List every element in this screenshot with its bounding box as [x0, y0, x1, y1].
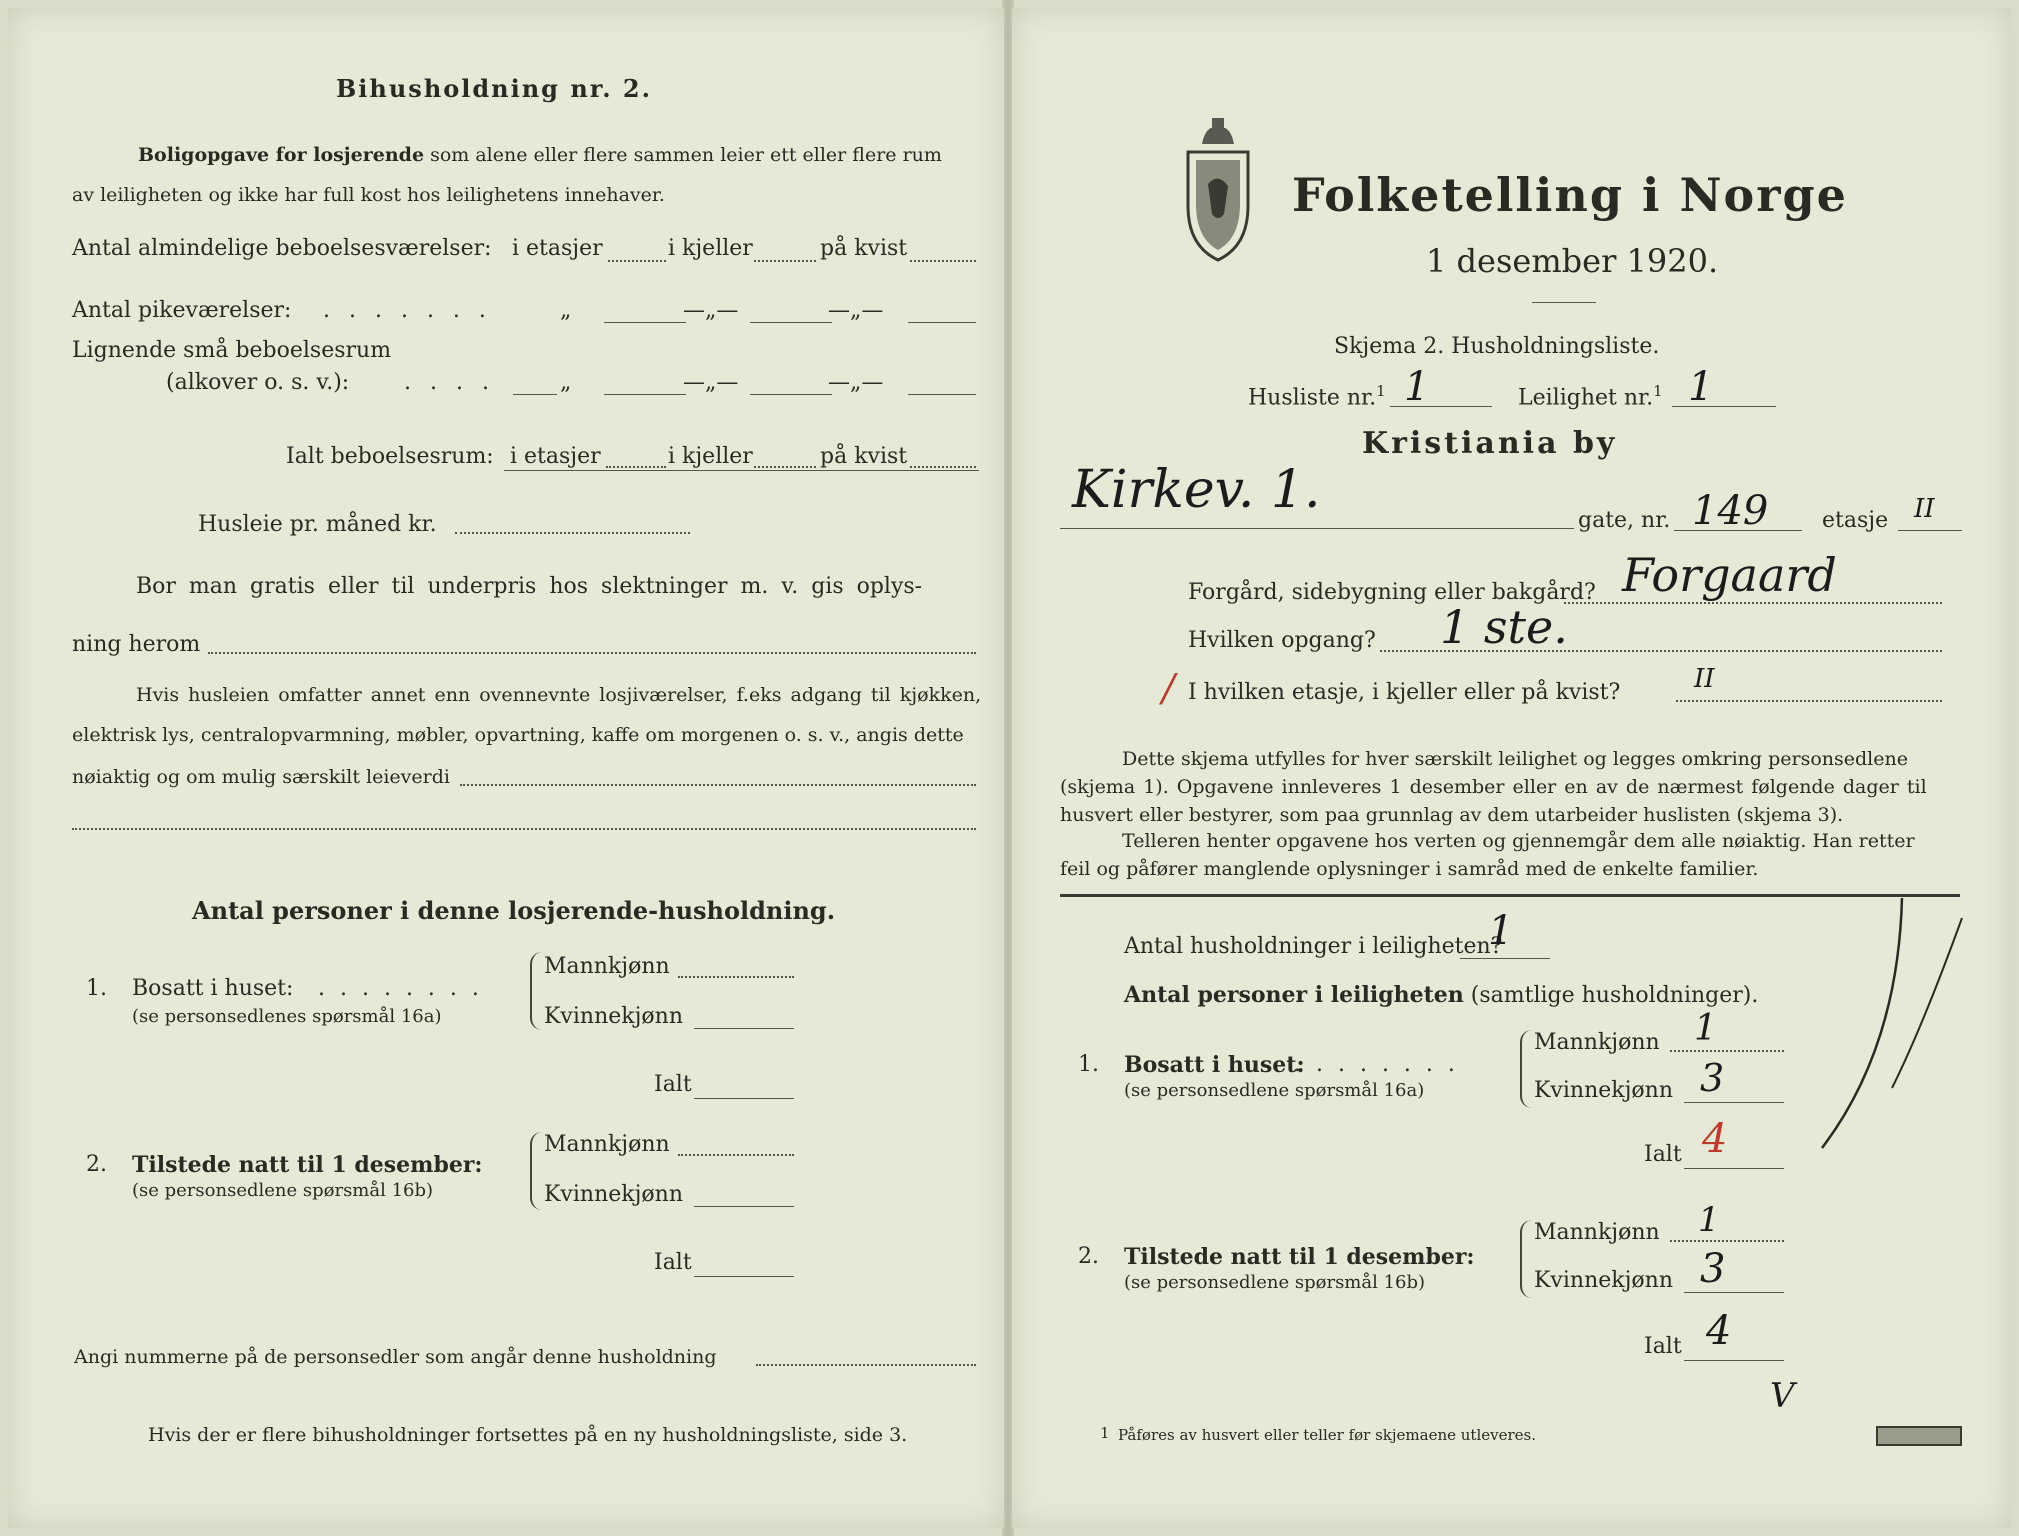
- instr-line3: husvert eller bestyrer, som paa grunnlag av dem utarbeider huslisten (skjema 3).: [1060, 804, 1844, 826]
- leilighet-text: Leilighet nr.: [1518, 385, 1654, 411]
- total-rooms-label: Ialt beboelsesrum:: [286, 444, 494, 469]
- husliste-label: [1248, 382, 1386, 410]
- rooms-kvist-label: på kvist: [820, 236, 908, 261]
- right-title: Folketelling i Norge: [1292, 168, 1848, 222]
- leilighet-label: [1518, 382, 1663, 410]
- small-kjeller-field[interactable]: [750, 394, 832, 395]
- left-q2-male-label: Mannkjønn: [544, 1132, 670, 1157]
- intro-bold: Boligopgave for losjerende: [138, 144, 425, 166]
- extra-field[interactable]: [460, 784, 976, 786]
- pike-ditto-3: —„—: [828, 298, 884, 323]
- total-etasjer-label: i etasjer: [510, 444, 601, 469]
- total-kvist-label: på kvist: [820, 444, 908, 469]
- left-q1-male-field[interactable]: [678, 976, 794, 978]
- pike-ditto: „: [560, 298, 572, 323]
- small-rooms-lead-line: [513, 394, 557, 395]
- left-q2-sub: (se personsedlene spørsmål 16b): [132, 1180, 434, 1201]
- right-q1-brace: [1520, 1030, 1532, 1108]
- free-line2: ning herom: [72, 632, 201, 657]
- total-kvist-field[interactable]: [910, 466, 976, 468]
- small-rooms-ditto: „: [560, 370, 572, 395]
- left-q2-brace: [530, 1132, 542, 1210]
- right-date: 1 desember 1920.: [1426, 242, 1719, 280]
- gate-number-value: 149: [1692, 488, 1769, 534]
- etasje-question-label: I hvilken etasje, i kjeller eller på kvist?: [1188, 680, 1621, 705]
- households-label: Antal husholdninger i leiligheten?: [1124, 934, 1503, 959]
- right-q1-number: 1.: [1078, 1052, 1099, 1077]
- instr-line1: Dette skjema utfylles for hver særskilt leilighet og legges omkring personsedlene: [1122, 748, 1908, 770]
- etasje-question-value: II: [1694, 664, 1715, 694]
- small-rooms-label-2: (alkover o. s. v.):: [166, 370, 350, 395]
- rooms-kjeller-field[interactable]: [754, 260, 816, 262]
- gate-number-field[interactable]: [1674, 530, 1802, 531]
- etasje-field[interactable]: [1898, 530, 1962, 531]
- instr-line2: (skjema 1). Opgavene innleveres 1 desember eller en av de nærmest følgende dager til: [1060, 776, 1927, 798]
- left-q1-dots: . . . . . . . .: [318, 976, 483, 1001]
- right-q1-female-label: Kvinnekjønn: [1534, 1078, 1673, 1103]
- left-q1-total-label: Ialt: [654, 1072, 692, 1097]
- husliste-value: 1: [1404, 364, 1430, 410]
- free-field[interactable]: [208, 652, 976, 654]
- pike-kjeller-field[interactable]: [750, 322, 832, 323]
- etasje-value: II: [1914, 494, 1935, 524]
- total-kjeller-label: i kjeller: [668, 444, 753, 469]
- small-rooms-label-1: Lignende små beboelsesrum: [72, 338, 392, 363]
- rooms-kjeller-label: i kjeller: [668, 236, 753, 261]
- free-line1: Bor man gratis eller til underpris hos slektninger m. v. gis oplys-: [136, 574, 923, 599]
- extra-line3: nøiaktig og om mulig særskilt leieverdi: [72, 766, 450, 788]
- instr-line5: feil og påfører manglende oplysninger i samråd med de enkelte familier.: [1060, 858, 1759, 880]
- title-rule: [1532, 302, 1596, 303]
- intro-rest: som alene eller flere sammen leier ett eller flere rum: [430, 144, 942, 166]
- persons-heading-bold: Antal personer i leiligheten: [1124, 982, 1464, 1008]
- right-q2-total-label: Ialt: [1644, 1334, 1682, 1359]
- instr-line4: Telleren henter opgavene hos verten og gjennemgår dem alle nøiaktig. Han retter: [1122, 830, 1915, 852]
- left-title: Bihusholdning nr. 2.: [336, 74, 652, 103]
- extra-field-2[interactable]: [72, 828, 976, 830]
- extra-line2: elektrisk lys, centralopvarmning, møbler, opvartning, kaffe om morgenen o. s. v., angis dette: [72, 724, 964, 746]
- right-q1-male-label: Mannkjønn: [1534, 1030, 1660, 1055]
- right-page-husholdningsliste: [1012, 8, 2011, 1528]
- small-rooms-ditto-2: —„—: [683, 370, 739, 395]
- street-value: Kirkev. 1.: [1072, 460, 1321, 520]
- right-q1-female-field[interactable]: [1684, 1102, 1784, 1103]
- schema-label: Skjema 2. Husholdningsliste.: [1334, 334, 1660, 359]
- husliste-footnote-mark: 1: [1376, 382, 1386, 400]
- right-q2-total-field[interactable]: [1684, 1360, 1784, 1361]
- rooms-etasjer-label: i etasjer: [512, 236, 603, 261]
- pike-label: Antal pikeværelser:: [72, 298, 292, 323]
- city-heading: Kristiania by: [1362, 426, 1618, 461]
- right-q1-label: Bosatt i huset:: [1124, 1052, 1305, 1078]
- numbers-field[interactable]: [756, 1364, 976, 1366]
- left-q2-female-label: Kvinnekjønn: [544, 1182, 683, 1207]
- left-q1-total-field[interactable]: [694, 1098, 794, 1099]
- right-q2-sub: (se personsedlene spørsmål 16b): [1124, 1272, 1426, 1293]
- left-q1-female-field[interactable]: [694, 1028, 794, 1029]
- persons-heading-rest: (samtlige husholdninger).: [1470, 983, 1759, 1008]
- pencil-check-stroke-icon: [1802, 888, 1972, 1158]
- right-persons-heading: [1124, 982, 1758, 1008]
- numbers-label: Angi nummerne på de personsedler som angår denne husholdning: [74, 1346, 717, 1368]
- left-q2-total-label: Ialt: [654, 1250, 692, 1275]
- forgard-field[interactable]: [1564, 602, 1942, 604]
- opgang-label: Hvilken opgang?: [1188, 628, 1376, 653]
- gate-label: gate, nr.: [1578, 508, 1671, 533]
- small-kvist-field[interactable]: [908, 394, 976, 395]
- right-q2-male-label: Mannkjønn: [1534, 1220, 1660, 1245]
- left-q1-number: 1.: [86, 976, 107, 1001]
- right-q1-male-field[interactable]: [1670, 1050, 1784, 1052]
- total-kjeller-field[interactable]: [754, 466, 816, 468]
- forgard-value: Forgaard: [1622, 548, 1837, 602]
- right-q1-total-value: 4: [1702, 1116, 1728, 1162]
- rooms-etasjer-field[interactable]: [608, 260, 666, 262]
- left-persons-heading: Antal personer i denne losjerende-husholdning.: [192, 896, 836, 925]
- opgang-value: 1 ste.: [1440, 600, 1568, 654]
- left-intro-line1: [138, 144, 942, 166]
- pike-etasjer-field[interactable]: [604, 322, 686, 323]
- rooms-kvist-field[interactable]: [910, 260, 976, 262]
- footnote-number: 1: [1100, 1424, 1110, 1442]
- left-q2-total-field[interactable]: [694, 1276, 794, 1277]
- right-q2-male-field[interactable]: [1670, 1240, 1784, 1242]
- printer-stamp: [1876, 1426, 1962, 1446]
- etasje-question-field[interactable]: [1676, 700, 1942, 702]
- right-q2-brace: [1520, 1220, 1532, 1298]
- left-q2-label: Tilstede natt til 1 desember:: [132, 1152, 483, 1178]
- pike-kvist-field[interactable]: [908, 322, 976, 323]
- households-value: 1: [1488, 908, 1514, 954]
- right-q2-number: 2.: [1078, 1244, 1099, 1269]
- husliste-text: Husliste nr.: [1248, 385, 1377, 411]
- small-rooms-dots: . . . .: [404, 370, 495, 395]
- left-footer: Hvis der er flere bihusholdninger fortsettes på en ny husholdningsliste, side 3.: [148, 1424, 908, 1446]
- extra-line1: Hvis husleien omfatter annet enn ovennevnte losjiværelser, f.eks adgang til kjøkken,: [136, 684, 982, 706]
- coat-of-arms-icon: [1182, 114, 1254, 264]
- left-intro-line2: av leiligheten og ikke har full kost hos leilighetens innehaver.: [72, 184, 665, 206]
- left-page-bihusholdning: [8, 8, 1004, 1528]
- leilighet-value: 1: [1688, 364, 1714, 410]
- leilighet-footnote-mark: 1: [1653, 382, 1663, 400]
- right-q2-total-value: 4: [1706, 1308, 1732, 1354]
- red-pencil-mark: /: [1162, 666, 1175, 710]
- rent-field[interactable]: [455, 532, 690, 534]
- right-q1-female-value: 3: [1700, 1056, 1725, 1100]
- right-q1-total-field[interactable]: [1684, 1168, 1784, 1169]
- total-etasjer-field[interactable]: [606, 466, 666, 468]
- right-q2-female-field[interactable]: [1684, 1292, 1784, 1293]
- right-q1-male-value: 1: [1694, 1008, 1717, 1049]
- left-q2-female-field[interactable]: [694, 1206, 794, 1207]
- right-q2-female-label: Kvinnekjønn: [1534, 1268, 1673, 1293]
- footnote-text: Påføres av husvert eller teller før skjemaene utleveres.: [1118, 1426, 1536, 1444]
- total-rooms-underline: [504, 470, 979, 471]
- right-q1-dots: . . . . . . . .: [1294, 1052, 1459, 1077]
- right-q2-female-value: 3: [1700, 1246, 1726, 1292]
- check-mark: V: [1770, 1376, 1795, 1416]
- left-q2-number: 2.: [86, 1152, 107, 1177]
- right-q1-total-label: Ialt: [1644, 1142, 1682, 1167]
- street-field[interactable]: [1060, 528, 1574, 529]
- right-q2-male-value: 1: [1698, 1200, 1720, 1240]
- left-q1-male-label: Mannkjønn: [544, 954, 670, 979]
- rooms-label: Antal almindelige beboelsesværelser:: [72, 236, 492, 261]
- rent-label: Husleie pr. måned kr.: [198, 512, 437, 537]
- forgard-label: Forgård, sidebygning eller bakgård?: [1188, 580, 1596, 605]
- left-q1-female-label: Kvinnekjønn: [544, 1004, 683, 1029]
- right-q2-label: Tilstede natt til 1 desember:: [1124, 1244, 1475, 1270]
- opgang-field[interactable]: [1380, 650, 1942, 652]
- pike-ditto-2: —„—: [683, 298, 739, 323]
- left-q2-male-field[interactable]: [678, 1154, 794, 1156]
- right-q1-sub: (se personsedlene spørsmål 16a): [1124, 1080, 1425, 1101]
- households-field[interactable]: [1460, 958, 1550, 959]
- left-q1-brace: [530, 952, 542, 1030]
- pike-dots: . . . . . . .: [323, 298, 492, 323]
- left-q1-label: Bosatt i huset:: [132, 976, 294, 1001]
- small-etasjer-field[interactable]: [604, 394, 686, 395]
- small-rooms-ditto-3: —„—: [828, 370, 884, 395]
- left-q1-sub: (se personsedlenes spørsmål 16a): [132, 1006, 442, 1027]
- etasje-label: etasje: [1822, 508, 1889, 533]
